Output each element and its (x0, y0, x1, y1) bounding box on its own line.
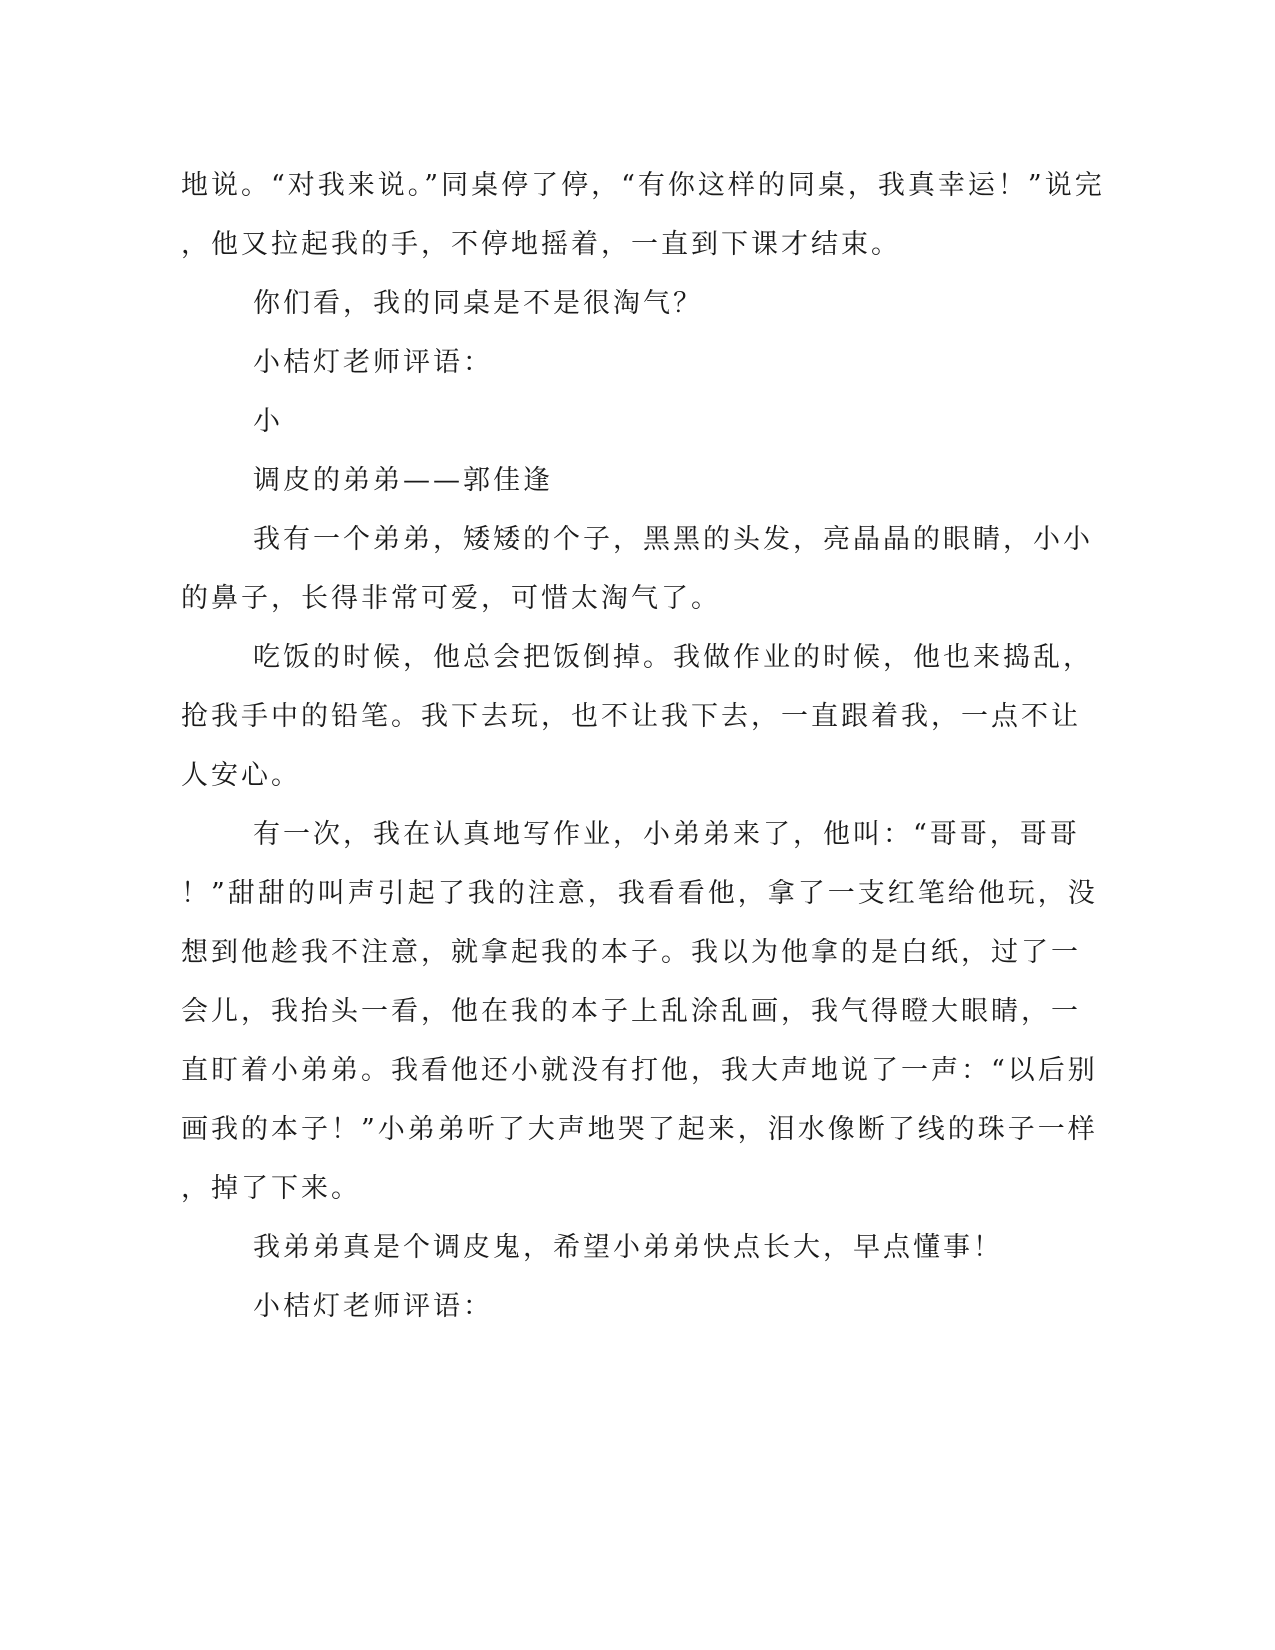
text-line-12: 有一次，我在认真地写作业，小弟弟来了，他叫：“哥哥，哥哥 (253, 819, 1080, 850)
text-line-5: 小 (253, 406, 283, 437)
text-line-17: 画我的本子！”小弟弟听了大声地哭了起来，泪水像断了线的珠子一样 (181, 1114, 1098, 1145)
text-line-3: 你们看，我的同桌是不是很淘气？ (253, 288, 703, 319)
text-line-14: 想到他趁我不注意，就拿起我的本子。我以为他拿的是白纸，过了一 (181, 937, 1081, 968)
text-line-16: 直盯着小弟弟。我看他还小就没有打他，我大声地说了一声：“以后别 (181, 1055, 1098, 1086)
teacher-comment-label-1: 小桔灯老师评语： (253, 347, 493, 378)
text-line-8: 的鼻子，长得非常可爱，可惜太淘气了。 (181, 583, 721, 614)
teacher-comment-label-2: 小桔灯老师评语： (253, 1291, 493, 1322)
essay-title: 调皮的弟弟——郭佳逢 (253, 465, 553, 496)
text-line-11: 人安心。 (181, 760, 301, 791)
text-line-18: ，掉了下来。 (181, 1173, 361, 1204)
text-line-7: 我有一个弟弟，矮矮的个子，黑黑的头发，亮晶晶的眼睛，小小 (253, 524, 1093, 555)
text-line-13: ！”甜甜的叫声引起了我的注意，我看看他，拿了一支红笔给他玩，没 (181, 878, 1098, 909)
text-line-19: 我弟弟真是个调皮鬼，希望小弟弟快点长大，早点懂事！ (253, 1232, 1003, 1263)
text-line-9: 吃饭的时候，他总会把饭倒掉。我做作业的时候，他也来捣乱， (253, 642, 1093, 673)
document-body (181, 156, 1105, 1336)
text-line-1: 地说。“对我来说。”同桌停了停，“有你这样的同桌，我真幸运！”说完 (181, 170, 1105, 201)
text-line-15: 会儿，我抬头一看，他在我的本子上乱涂乱画，我气得瞪大眼睛，一 (181, 996, 1081, 1027)
text-line-10: 抢我手中的铅笔。我下去玩，也不让我下去，一直跟着我，一点不让 (181, 701, 1081, 732)
text-line-2: ，他又拉起我的手，不停地摇着，一直到下课才结束。 (181, 229, 901, 260)
